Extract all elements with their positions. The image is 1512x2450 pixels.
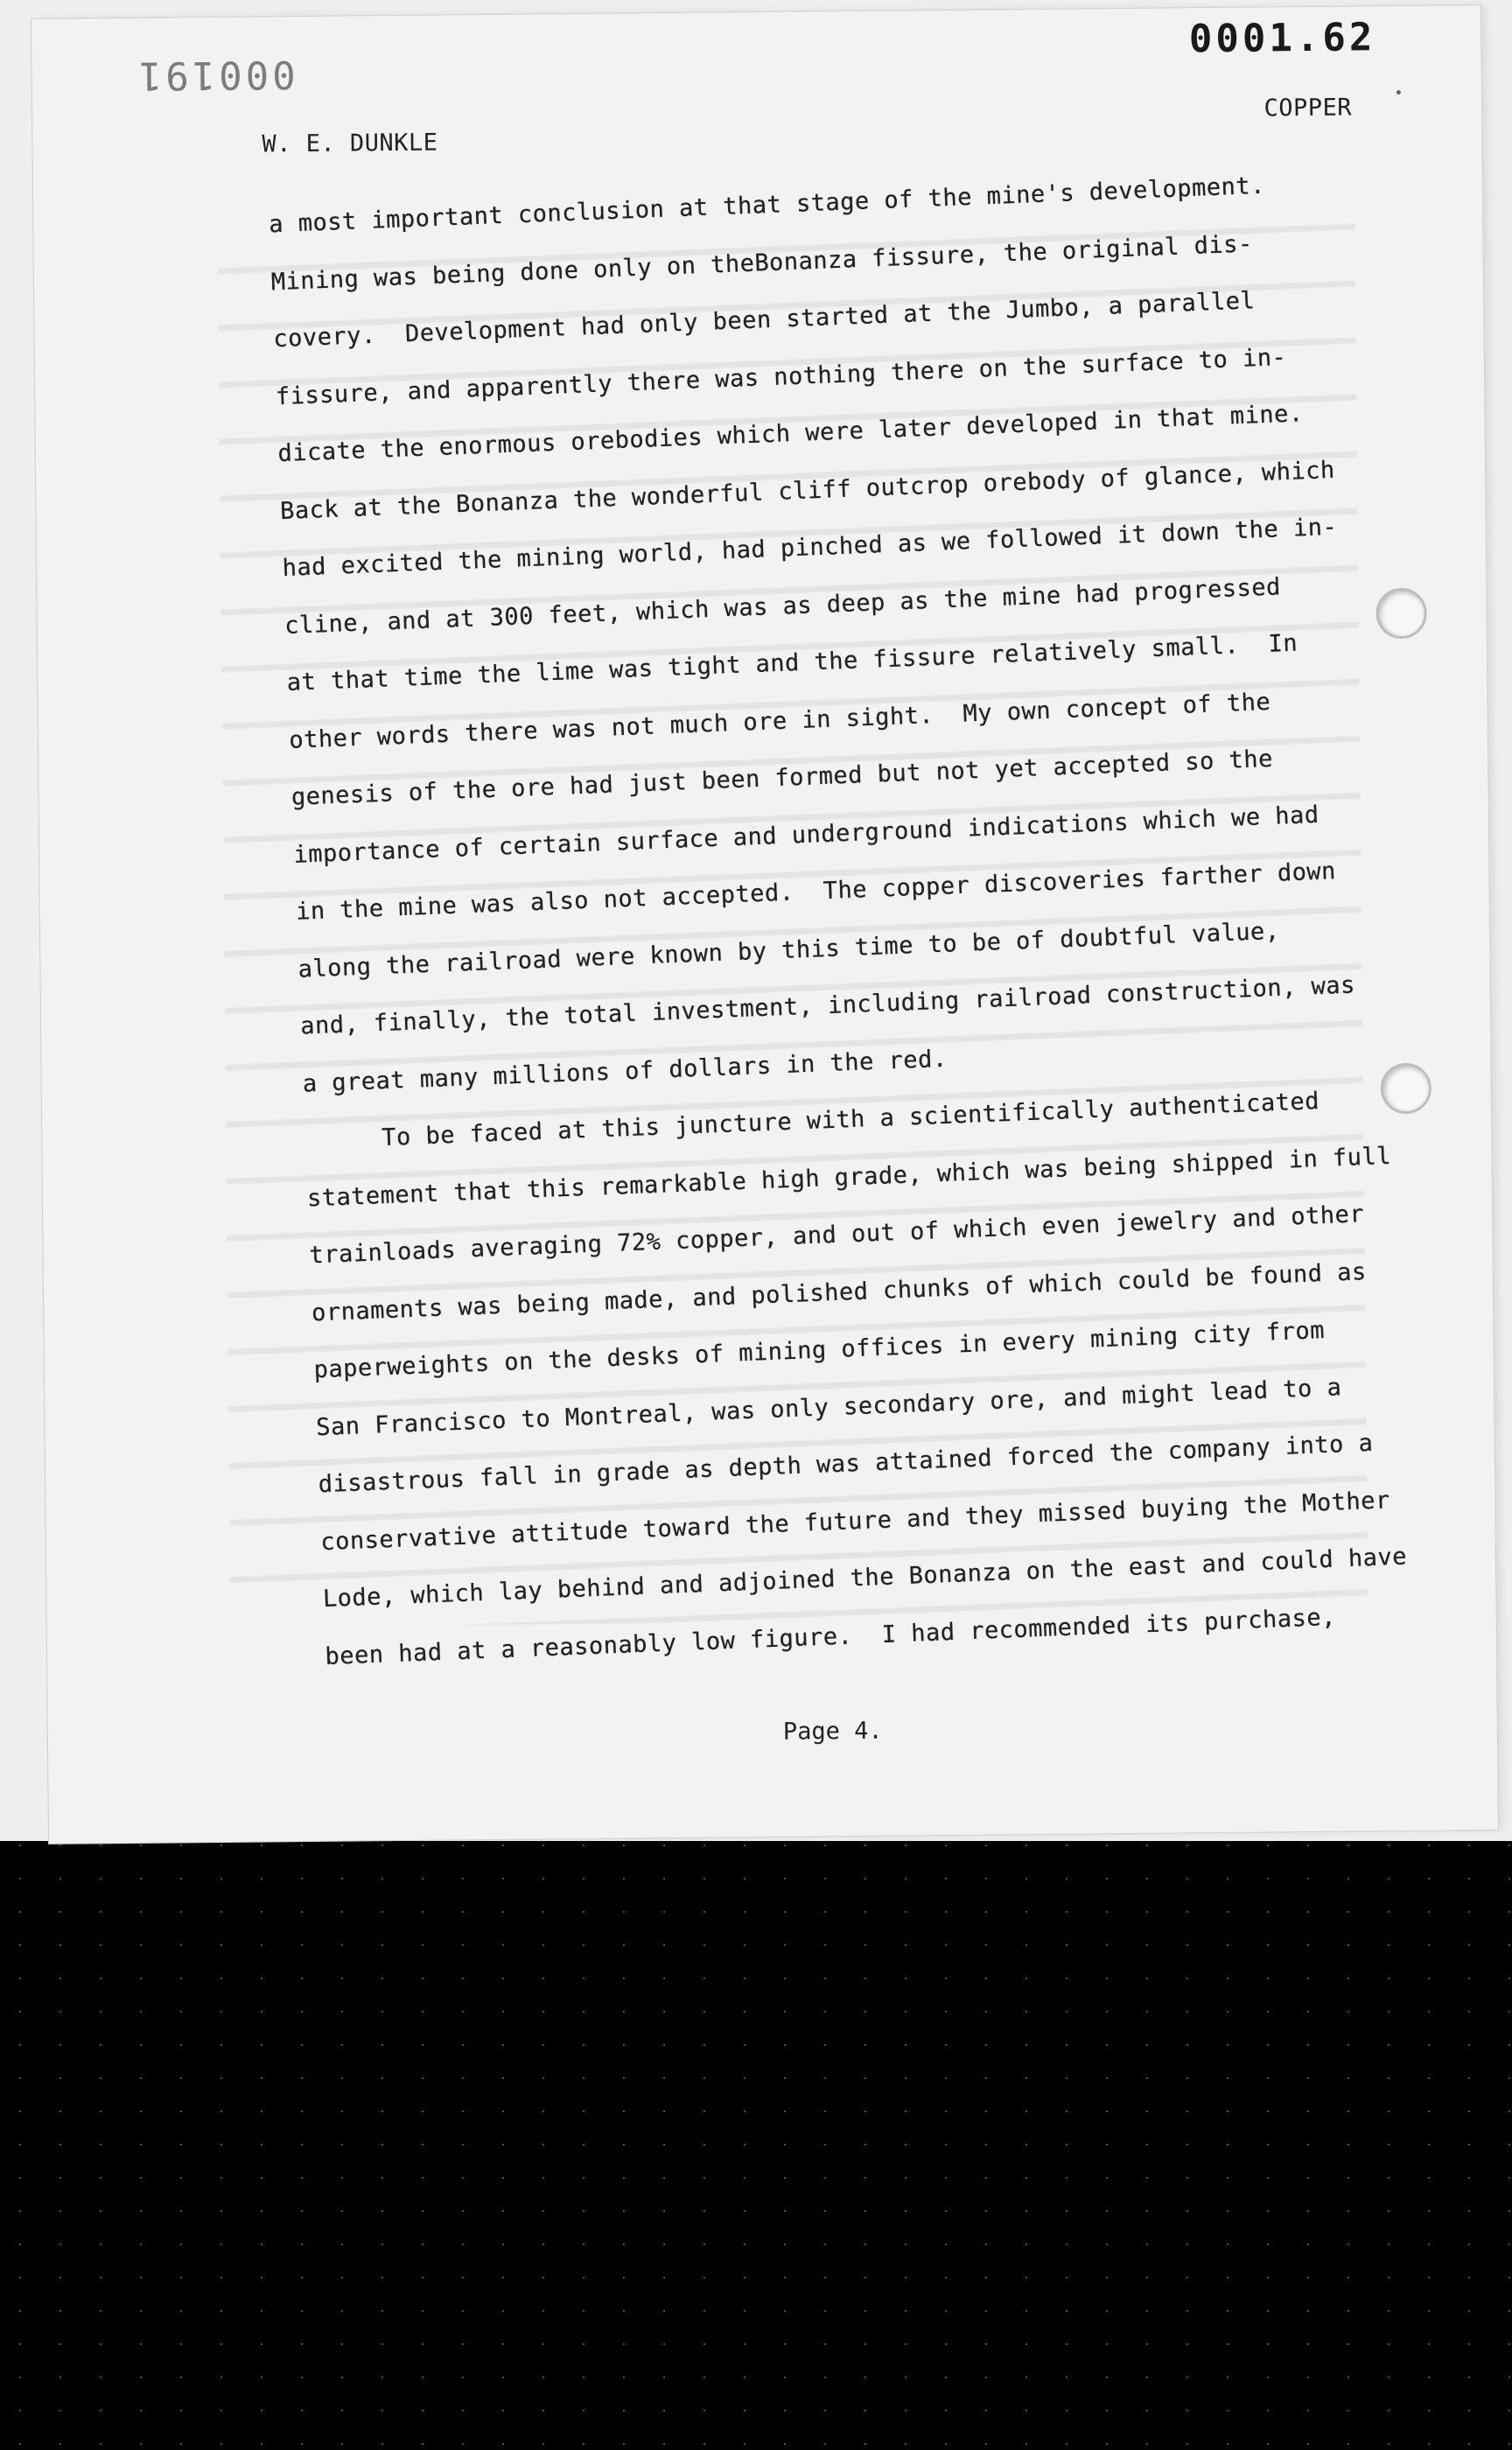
text-line: statement that this remarkable high grade, which was being shipped in full xyxy=(306,1142,1392,1213)
document-page xyxy=(32,5,1498,1844)
text-line: at that time the lime was tight and the fissure relatively small. In xyxy=(286,629,1298,696)
text-line: a great many millions of dollars in the red. xyxy=(302,1045,948,1098)
text-line: ornaments was being made, and polished chunks of which could be found as xyxy=(311,1257,1368,1326)
text-line: in the mine was also not accepted. The copper discoveries farther down xyxy=(295,858,1337,926)
text-line: other words there was not much ore in sight. My own concept of the xyxy=(288,688,1271,754)
text-line: trainloads averaging 72% copper, and out of which even jewelry and other xyxy=(308,1200,1365,1270)
text-line: genesis of the ore had just been formed but not yet accepted so the xyxy=(290,745,1274,811)
text-line: covery. Development had only been started at the Jumbo, a parallel xyxy=(272,287,1256,354)
punch-hole-lower xyxy=(1381,1063,1432,1115)
text-line: had excited the mining world, had pinched as we followed it down the in- xyxy=(282,513,1338,583)
page-number: Page 4. xyxy=(782,1717,883,1746)
text-line: paperweights on the desks of mining offices in every mining city from xyxy=(313,1316,1326,1384)
text-line: along the railroad were known by this time to be of doubtful value, xyxy=(298,917,1281,984)
text-line: disastrous fall in grade as depth was attained forced the company into a xyxy=(318,1429,1374,1499)
body-text xyxy=(268,150,1498,1685)
text-line: conservative attitude toward the future and they missed buying the Mother xyxy=(319,1486,1391,1556)
text-line: Back at the Bonanza the wonderful cliff outcrop orebody of glance, which xyxy=(279,456,1336,525)
stamp-number: 000191 xyxy=(135,52,296,98)
paragraph-start-line: To be faced at this juncture with a scientifically authenticated xyxy=(381,1088,1320,1152)
paper-speck xyxy=(1396,90,1401,94)
author-name: W. E. DUNKLE xyxy=(262,129,438,158)
section-title: COPPER xyxy=(1264,94,1353,122)
document-number: 0001.62 xyxy=(1188,15,1376,62)
text-line: been had at a reasonably low figure. I had recommended its purchase, xyxy=(324,1603,1337,1670)
text-line: and, finally, the total investment, including railroad construction, was xyxy=(299,971,1356,1040)
text-line: importance of certain surface and underground indications which we had xyxy=(292,801,1320,869)
text-line: a most important conclusion at that stage of the mine's development. xyxy=(268,172,1266,239)
text-line: dicate the enormous orebodies which were later developed in that mine. xyxy=(276,400,1305,468)
text-line: San Francisco to Montreal, was only secondary ore, and might lead to a xyxy=(315,1373,1342,1441)
text-line: Lode, which lay behind and adjoined the Bonanza on the east and could have xyxy=(322,1543,1408,1614)
text-line: cline, and at 300 feet, which was as deep as the mine had progressed xyxy=(284,572,1282,640)
text-line: Mining was being done only on theBonanza fissure, the original dis- xyxy=(270,229,1254,296)
punch-hole-upper xyxy=(1376,588,1427,640)
text-line: fissure, and apparently there was nothing there on the surface to in- xyxy=(275,343,1287,410)
